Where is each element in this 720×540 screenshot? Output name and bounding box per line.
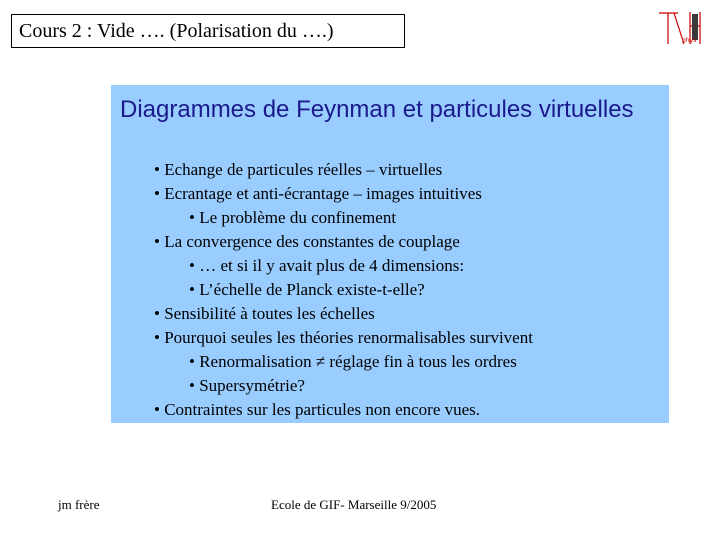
bullet-item: • La convergence des constantes de couplage (154, 232, 460, 251)
bullet-item: • Contraintes sur les particules non encore vues. (154, 400, 481, 419)
slide-title: Cours 2 : Vide …. (Polarisation du ….) (19, 20, 334, 42)
bullet-item: • Pourquoi seules les théories renormalisables survivent (154, 328, 533, 347)
slide-title-box (11, 14, 405, 48)
sub-bullet-item: • … et si il y avait plus de 4 dimensions: (189, 256, 465, 275)
content-panel (111, 85, 669, 423)
th-logo-icon (656, 8, 714, 48)
bullet-item: • Sensibilité à toutes les échelles (154, 304, 375, 323)
footer-author: jm frère (58, 497, 100, 512)
bullet-list (154, 158, 533, 422)
sub-bullet-item: • Supersymétrie? (189, 376, 305, 395)
footer-event: Ecole de GIF- Marseille 9/2005 (271, 497, 437, 512)
logo-small-text: phys (682, 37, 697, 44)
bullet-item: • Echange de particules réelles – virtuelles (154, 160, 443, 179)
sub-bullet-item: • L’échelle de Planck existe-t-elle? (189, 280, 425, 299)
sub-bullet-item: • Renormalisation ≠ réglage fin à tous les ordres (189, 352, 517, 371)
bullet-item: • Ecrantage et anti-écrantage – images intuitives (154, 184, 482, 203)
sub-bullet-item: • Le problème du confinement (189, 208, 397, 227)
slide-heading: Diagrammes de Feynman et particules virtuelles (120, 96, 634, 123)
